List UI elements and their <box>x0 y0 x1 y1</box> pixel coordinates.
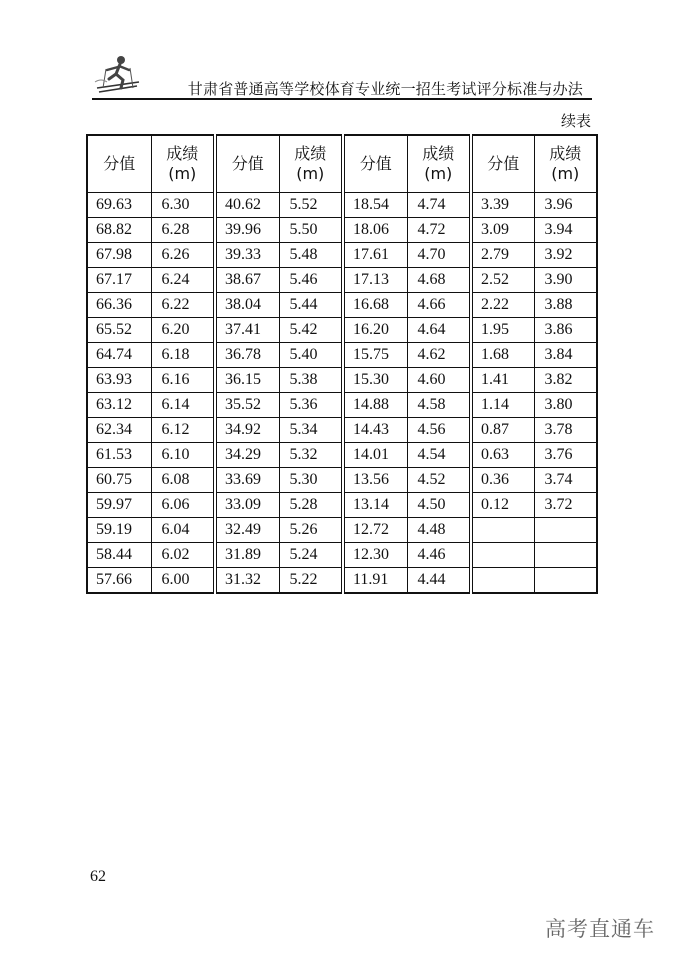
result-cell: 5.42 <box>279 318 343 343</box>
score-cell: 57.66 <box>87 568 151 594</box>
score-cell: 31.89 <box>215 543 279 568</box>
score-cell <box>471 568 534 594</box>
result-cell <box>534 543 597 568</box>
result-cell: 6.04 <box>151 518 215 543</box>
result-cell: 4.48 <box>407 518 471 543</box>
table-row <box>87 443 597 468</box>
continued-label: 续表 <box>560 112 591 130</box>
result-cell: 4.62 <box>407 343 471 368</box>
result-cell: 4.64 <box>407 318 471 343</box>
score-cell: 2.22 <box>471 293 534 318</box>
result-cell: 6.14 <box>151 393 215 418</box>
score-cell: 11.91 <box>343 568 407 594</box>
score-cell: 13.14 <box>343 493 407 518</box>
score-cell: 0.12 <box>471 493 534 518</box>
result-cell: 5.44 <box>279 293 343 318</box>
result-cell: 3.82 <box>534 368 597 393</box>
table-row <box>87 468 597 493</box>
result-cell: 6.28 <box>151 218 215 243</box>
score-cell: 14.01 <box>343 443 407 468</box>
result-cell: 4.66 <box>407 293 471 318</box>
table-row <box>87 218 597 243</box>
score-cell: 40.62 <box>215 193 279 218</box>
score-cell: 3.39 <box>471 193 534 218</box>
score-cell: 1.68 <box>471 343 534 368</box>
score-cell: 32.49 <box>215 518 279 543</box>
result-cell: 3.94 <box>534 218 597 243</box>
table-row <box>87 568 597 594</box>
result-cell: 6.06 <box>151 493 215 518</box>
score-cell: 67.98 <box>87 243 151 268</box>
score-cell: 18.06 <box>343 218 407 243</box>
result-cell: 4.72 <box>407 218 471 243</box>
result-cell: 3.74 <box>534 468 597 493</box>
result-cell: 3.90 <box>534 268 597 293</box>
score-cell: 59.19 <box>87 518 151 543</box>
score-cell: 31.32 <box>215 568 279 594</box>
score-cell: 69.63 <box>87 193 151 218</box>
result-cell: 3.86 <box>534 318 597 343</box>
result-cell: 4.54 <box>407 443 471 468</box>
result-cell: 6.24 <box>151 268 215 293</box>
result-cell: 5.40 <box>279 343 343 368</box>
score-cell: 39.96 <box>215 218 279 243</box>
result-cell: 6.20 <box>151 318 215 343</box>
score-cell: 1.14 <box>471 393 534 418</box>
score-cell: 33.09 <box>215 493 279 518</box>
result-cell: 5.28 <box>279 493 343 518</box>
header-result: 成绩 (m) <box>534 135 597 193</box>
result-cell: 5.50 <box>279 218 343 243</box>
score-cell: 61.53 <box>87 443 151 468</box>
result-cell: 4.74 <box>407 193 471 218</box>
score-cell: 16.20 <box>343 318 407 343</box>
result-cell: 3.76 <box>534 443 597 468</box>
score-cell: 1.95 <box>471 318 534 343</box>
score-cell: 36.15 <box>215 368 279 393</box>
result-cell: 6.00 <box>151 568 215 594</box>
result-cell: 3.88 <box>534 293 597 318</box>
score-table-container <box>86 134 596 594</box>
table-row <box>87 193 597 218</box>
score-cell <box>471 543 534 568</box>
result-cell: 6.18 <box>151 343 215 368</box>
score-cell: 2.79 <box>471 243 534 268</box>
score-cell: 66.36 <box>87 293 151 318</box>
score-cell: 17.61 <box>343 243 407 268</box>
header-rule <box>92 98 592 100</box>
table-row <box>87 518 597 543</box>
result-cell: 4.56 <box>407 418 471 443</box>
result-cell: 5.32 <box>279 443 343 468</box>
table-row <box>87 393 597 418</box>
result-cell: 6.26 <box>151 243 215 268</box>
table-row <box>87 368 597 393</box>
score-cell: 67.17 <box>87 268 151 293</box>
result-cell: 6.30 <box>151 193 215 218</box>
result-cell: 4.68 <box>407 268 471 293</box>
result-cell: 5.22 <box>279 568 343 594</box>
result-cell: 3.84 <box>534 343 597 368</box>
result-cell: 3.96 <box>534 193 597 218</box>
score-cell: 38.04 <box>215 293 279 318</box>
score-cell: 63.93 <box>87 368 151 393</box>
result-cell: 3.92 <box>534 243 597 268</box>
result-cell: 4.52 <box>407 468 471 493</box>
table-row <box>87 293 597 318</box>
header-score: 分值 <box>87 135 151 193</box>
skier-logo-icon <box>93 52 143 96</box>
score-cell: 0.87 <box>471 418 534 443</box>
score-cell: 0.36 <box>471 468 534 493</box>
watermark: 高考直通车 <box>545 917 655 941</box>
score-cell: 35.52 <box>215 393 279 418</box>
result-cell: 4.58 <box>407 393 471 418</box>
score-cell: 2.52 <box>471 268 534 293</box>
header-result: 成绩 (m) <box>279 135 343 193</box>
result-cell: 6.10 <box>151 443 215 468</box>
page-number: 62 <box>90 868 106 885</box>
score-cell: 15.30 <box>343 368 407 393</box>
table-body <box>87 193 597 594</box>
score-cell: 15.75 <box>343 343 407 368</box>
result-cell: 6.08 <box>151 468 215 493</box>
score-cell: 36.78 <box>215 343 279 368</box>
score-cell: 68.82 <box>87 218 151 243</box>
score-cell: 16.68 <box>343 293 407 318</box>
result-cell: 4.50 <box>407 493 471 518</box>
header-score: 分值 <box>343 135 407 193</box>
result-cell: 3.72 <box>534 493 597 518</box>
result-cell: 4.70 <box>407 243 471 268</box>
result-cell: 5.38 <box>279 368 343 393</box>
header-score: 分值 <box>215 135 279 193</box>
table-row <box>87 418 597 443</box>
table-row <box>87 343 597 368</box>
result-cell: 3.80 <box>534 393 597 418</box>
score-table <box>86 134 598 594</box>
score-cell: 62.34 <box>87 418 151 443</box>
score-cell: 38.67 <box>215 268 279 293</box>
score-cell: 1.41 <box>471 368 534 393</box>
result-cell: 5.48 <box>279 243 343 268</box>
score-cell: 39.33 <box>215 243 279 268</box>
score-cell: 3.09 <box>471 218 534 243</box>
score-cell: 12.30 <box>343 543 407 568</box>
result-cell: 5.30 <box>279 468 343 493</box>
score-cell: 60.75 <box>87 468 151 493</box>
header-result: 成绩 (m) <box>407 135 471 193</box>
score-cell: 12.72 <box>343 518 407 543</box>
score-cell: 14.43 <box>343 418 407 443</box>
table-row <box>87 318 597 343</box>
result-cell: 4.44 <box>407 568 471 594</box>
result-cell: 5.34 <box>279 418 343 443</box>
score-cell: 14.88 <box>343 393 407 418</box>
score-cell: 59.97 <box>87 493 151 518</box>
table-row <box>87 243 597 268</box>
result-cell: 5.36 <box>279 393 343 418</box>
table-row <box>87 543 597 568</box>
table-header-row <box>87 135 597 193</box>
score-cell: 17.13 <box>343 268 407 293</box>
result-cell: 5.46 <box>279 268 343 293</box>
result-cell: 5.52 <box>279 193 343 218</box>
header-score: 分值 <box>471 135 534 193</box>
result-cell: 6.12 <box>151 418 215 443</box>
score-cell: 65.52 <box>87 318 151 343</box>
score-cell: 34.92 <box>215 418 279 443</box>
score-cell: 0.63 <box>471 443 534 468</box>
header-title: 甘肃省普通高等学校体育专业统一招生考试评分标准与办法 <box>187 80 583 98</box>
score-cell: 37.41 <box>215 318 279 343</box>
score-cell: 58.44 <box>87 543 151 568</box>
score-cell: 34.29 <box>215 443 279 468</box>
result-cell <box>534 568 597 594</box>
result-cell: 3.78 <box>534 418 597 443</box>
result-cell <box>534 518 597 543</box>
header-result: 成绩 (m) <box>151 135 215 193</box>
score-cell: 63.12 <box>87 393 151 418</box>
score-cell: 18.54 <box>343 193 407 218</box>
result-cell: 6.16 <box>151 368 215 393</box>
result-cell: 6.22 <box>151 293 215 318</box>
result-cell: 5.26 <box>279 518 343 543</box>
result-cell: 4.46 <box>407 543 471 568</box>
result-cell: 5.24 <box>279 543 343 568</box>
score-cell <box>471 518 534 543</box>
result-cell: 6.02 <box>151 543 215 568</box>
table-row <box>87 493 597 518</box>
score-cell: 33.69 <box>215 468 279 493</box>
result-cell: 4.60 <box>407 368 471 393</box>
table-row <box>87 268 597 293</box>
score-cell: 64.74 <box>87 343 151 368</box>
score-cell: 13.56 <box>343 468 407 493</box>
